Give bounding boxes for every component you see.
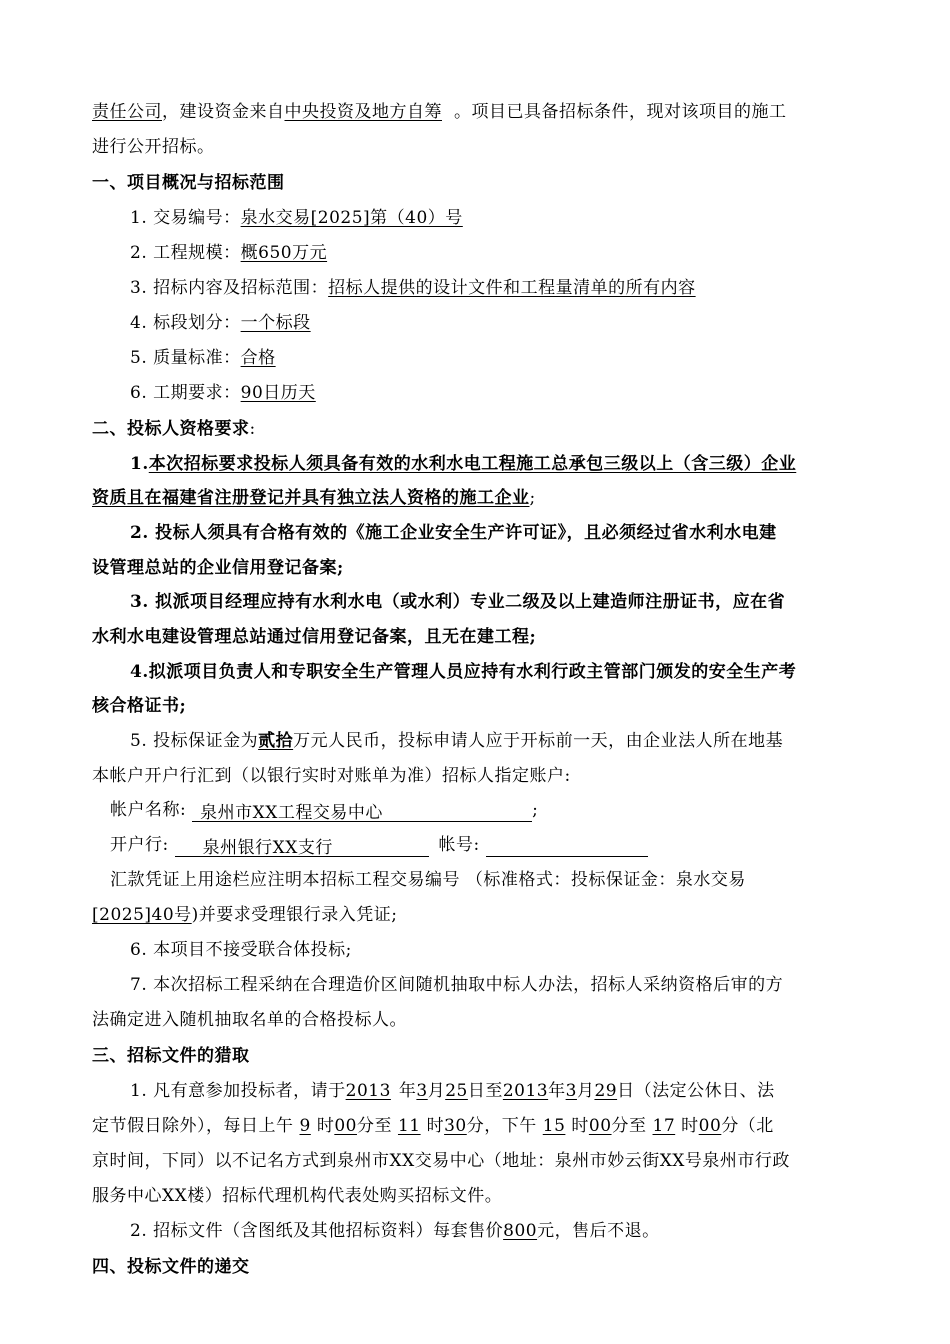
section-4-heading: 四、投标文件的递交 bbox=[92, 1257, 250, 1277]
deposit-amount: 贰拾 bbox=[258, 731, 294, 751]
req-6: 6. 本项目不接受联合体投标; bbox=[130, 940, 352, 960]
req-1-line-1: 1.本次招标要求投标人须具备有效的水利水电工程施工总承包三级以上（含三级）企业 bbox=[130, 454, 797, 474]
remit-line-1: 汇款凭证上用途栏应注明本招标工程交易编号 （标准格式：投标保证金：泉水交易 bbox=[110, 870, 746, 890]
price-line: 2. 招标文件（含图纸及其他招标资料）每套售价800元，售后不退。 bbox=[130, 1221, 660, 1241]
document-price: 800 bbox=[503, 1221, 538, 1241]
req-7-line-1: 7. 本次招标工程采纳在合理造价区间随机抽取中标人办法，招标人采纳资格后审的方 bbox=[130, 975, 784, 995]
req-5-line-1: 5. 投标保证金为贰拾万元人民币，投标申请人应于开标前一天，由企业法人所在地基 bbox=[130, 731, 784, 751]
req-5-line-2: 本帐户开户行汇到（以银行实时对账单为准）招标人指定账户: bbox=[92, 766, 571, 786]
section-2-heading: 二、投标人资格要求: bbox=[92, 419, 256, 439]
account-number-field bbox=[486, 836, 648, 857]
account-name-field: 泉州市XX工程交易中心 bbox=[192, 801, 532, 822]
bank-field: 泉州银行XX支行 bbox=[175, 836, 429, 857]
purchase-line-2: 定节假日除外），每日上午 9 时00分至 11 时30分，下午 15 时00分至 17 时00分（北 bbox=[92, 1116, 774, 1136]
item-quality-standard: 5. 质量标准：合格 bbox=[130, 348, 276, 368]
item-trade-number: 1. 交易编号：泉水交易[2025]第（40）号 bbox=[130, 208, 463, 228]
tenderer-name-tail: 责任公司 bbox=[92, 102, 162, 122]
intro-line-2: 进行公开招标。 bbox=[92, 137, 215, 157]
bank-row: 开户行: 泉州银行XX支行 帐号: bbox=[110, 833, 648, 857]
section-3-heading: 三、招标文件的猎取 bbox=[92, 1046, 250, 1066]
req-4-line-2: 核合格证书; bbox=[92, 696, 187, 716]
intro-line-1: 责任公司，建设资金来自中央投资及地方自筹 。项目已具备招标条件，现对该项目的施工 bbox=[92, 102, 787, 122]
req-4-line-1: 4.拟派项目负责人和专职安全生产管理人员应持有水利行政主管部门颁发的安全生产考 bbox=[130, 662, 797, 682]
funding-source: 中央投资及地方自筹 bbox=[284, 102, 442, 122]
req-2-line-2: 设管理总站的企业信用登记备案; bbox=[92, 558, 344, 578]
purchase-line-1: 1. 凡有意参加投标者，请于2013 年3月25日至2013年3月29日（法定公休日、法 bbox=[130, 1081, 775, 1101]
item-lot-division: 4. 标段划分：一个标段 bbox=[130, 313, 311, 333]
remit-line-2: [2025]40号)并要求受理银行录入凭证; bbox=[92, 905, 398, 925]
section-1-heading: 一、项目概况与招标范围 bbox=[92, 173, 285, 193]
item-duration: 6. 工期要求：90日历天 bbox=[130, 383, 316, 403]
item-project-scale: 2. 工程规模：概650万元 bbox=[130, 243, 328, 263]
req-3-line-1: 3. 拟派项目经理应持有水利水电（或水利）专业二级及以上建造师注册证书，应在省 bbox=[130, 592, 786, 612]
purchase-line-3: 京时间，下同）以不记名方式到泉州市XX交易中心（地址：泉州市妙云街XX号泉州市行政 bbox=[92, 1151, 790, 1171]
item-tender-scope: 3. 招标内容及招标范围：招标人提供的设计文件和工程量清单的所有内容 bbox=[130, 278, 696, 298]
purchase-line-4: 服务中心XX楼）招标代理机构代表处购买招标文件。 bbox=[92, 1186, 503, 1206]
account-name-row: 帐户名称: 泉州市XX工程交易中心 ; bbox=[110, 800, 539, 823]
req-1-line-2: 资质且在福建省注册登记并具有独立法人资格的施工企业; bbox=[92, 488, 536, 508]
req-2-line-1: 2. 投标人须具有合格有效的《施工企业安全生产许可证》，且必须经过省水利水电建 bbox=[130, 523, 777, 543]
req-7-line-2: 法确定进入随机抽取名单的合格投标人。 bbox=[92, 1010, 407, 1030]
req-3-line-2: 水利水电建设管理总站通过信用登记备案，且无在建工程; bbox=[92, 627, 537, 647]
